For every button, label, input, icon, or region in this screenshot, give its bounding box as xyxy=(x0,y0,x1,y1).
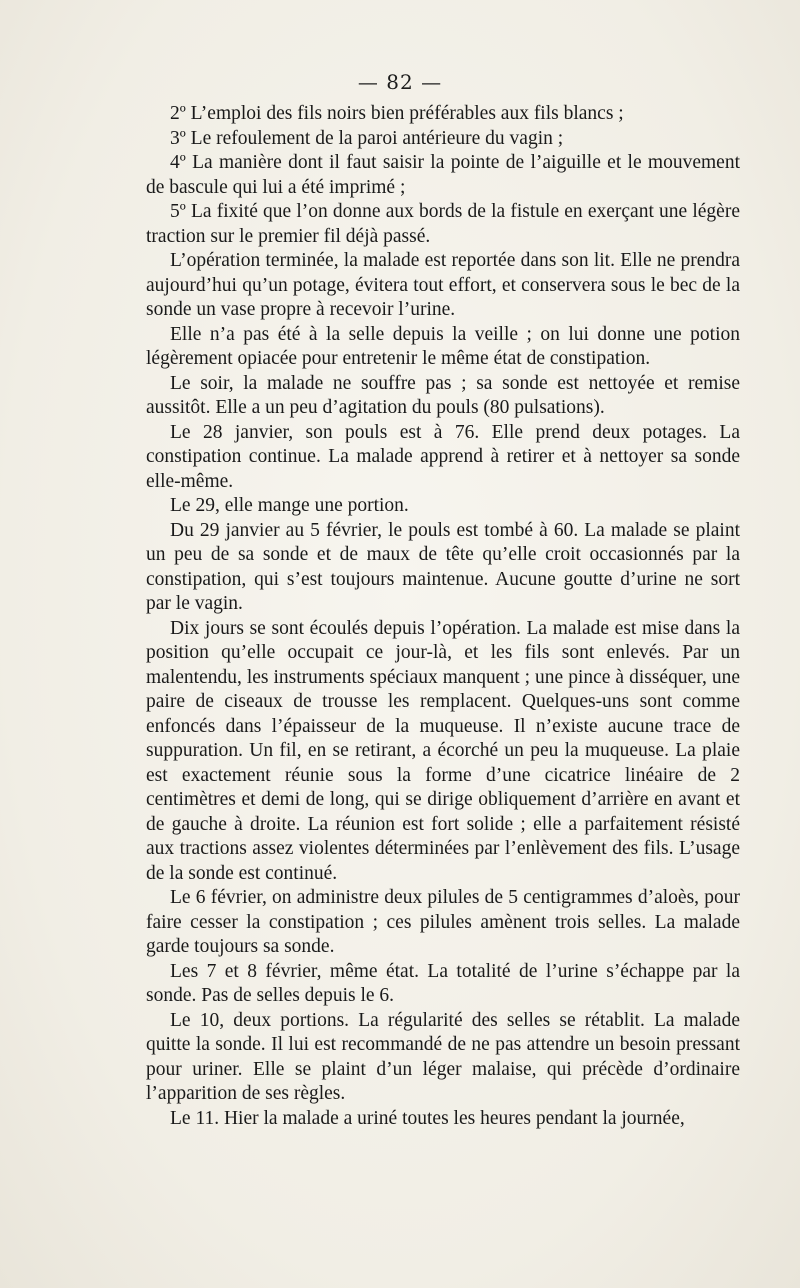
page-number: — 82 — xyxy=(357,70,443,94)
paragraph-no-stool: Elle n’a pas été à la selle depuis la veille ; on lui donne une potion légèrement opiacée pour entretenir le même état de constipation. xyxy=(146,323,740,369)
paragraph-evening: Le soir, la malade ne souffre pas ; sa sonde est nettoyée et remise aussitôt. Elle a un peu d’agitation du pouls (80 pulsations). xyxy=(146,372,740,418)
paragraph-jan-28: Le 28 janvier, son pouls est à 76. Elle prend deux potages. La constipation continue. La malade apprend à retirer et à nettoyer sa sonde elle-même. xyxy=(146,421,740,492)
paragraph-feb-6: Le 6 février, on administre deux pilules de 5 centigrammes d’aloès, pour faire cesser la constipation ; ces pilules amènent trois selles. La malade garde toujours sa sonde. xyxy=(146,887,740,957)
paragraph-jan-29-feb-5: Du 29 janvier au 5 février, le pouls est tombé à 60. La malade se plaint un peu de sa sonde et de maux de tête qu’elle croit occasionnés par la constipation, qui s’est toujours maintenue. Aucune goutte d’urine ne sort par le vagin. xyxy=(146,519,740,614)
paragraph-operation-finished: L’opération terminée, la malade est reportée dans son lit. Elle ne prendra aujourd’hui qu’un potage, évitera tout effort, et conservera sous le bec de la sonde un vase propre à recevoir l’urine. xyxy=(146,250,740,320)
paragraph-ten-days: Dix jours se sont écoulés depuis l’opération. La malade est mise dans la position qu’elle occupait ce jour-là, et les fils sont enlevés. Par un malentendu, les instruments spéciaux manquent ; une pince à disséquer, une paire de ciseaux de trousse les remplacent. Quelques-uns sont comme enfoncés dans l’épaisseur de la muqueuse. Il n’existe aucune trace de suppuration. Un fil, en se retirant, a écorché un peu la muqueuse. La plaie est exactement réunie sous la forme d’une cicatrice linéaire de 2 centimètres et demi de long, qui se dirige obliquement d’arrière en avant et de gauche à droite. La réunion est fort solide ; elle a parfaitement résisté aux tractions assez violentes déterminées par l’enlèvement des fils. L’usage de la sonde est continué. xyxy=(146,617,740,884)
body-text xyxy=(146,102,740,1131)
paragraph-item-3: 3º Le refoulement de la paroi antérieure du vagin ; xyxy=(170,127,564,149)
paragraph-feb-7-8: Les 7 et 8 février, même état. La totalité de l’urine s’échappe par la sonde. Pas de selles depuis le 6. xyxy=(146,960,740,1006)
paragraph-jan-29: Le 29, elle mange une portion. xyxy=(170,495,409,516)
paragraph-item-4: 4º La manière dont il faut saisir la pointe de l’aiguille et le mouvement de bascule qui lui a été imprimé ; xyxy=(146,152,740,198)
paragraph-feb-11: Le 11. Hier la malade a uriné toutes les heures pendant la journée, xyxy=(170,1107,685,1129)
paragraph-item-2: 2º L’emploi des fils noirs bien préférables aux fils blancs ; xyxy=(170,103,624,124)
paragraph-item-5: 5º La fixité que l’on donne aux bords de la fistule en exerçant une légère traction sur le premier fil déjà passé. xyxy=(146,201,740,247)
paragraph-feb-10: Le 10, deux portions. La régularité des selles se rétablit. La malade quitte la sonde. Il lui est recommandé de ne pas attendre un besoin pressant pour uriner. Elle se plaint d’un léger malaise, qui précède d’ordinaire l’apparition de ses règles. xyxy=(146,1009,740,1104)
